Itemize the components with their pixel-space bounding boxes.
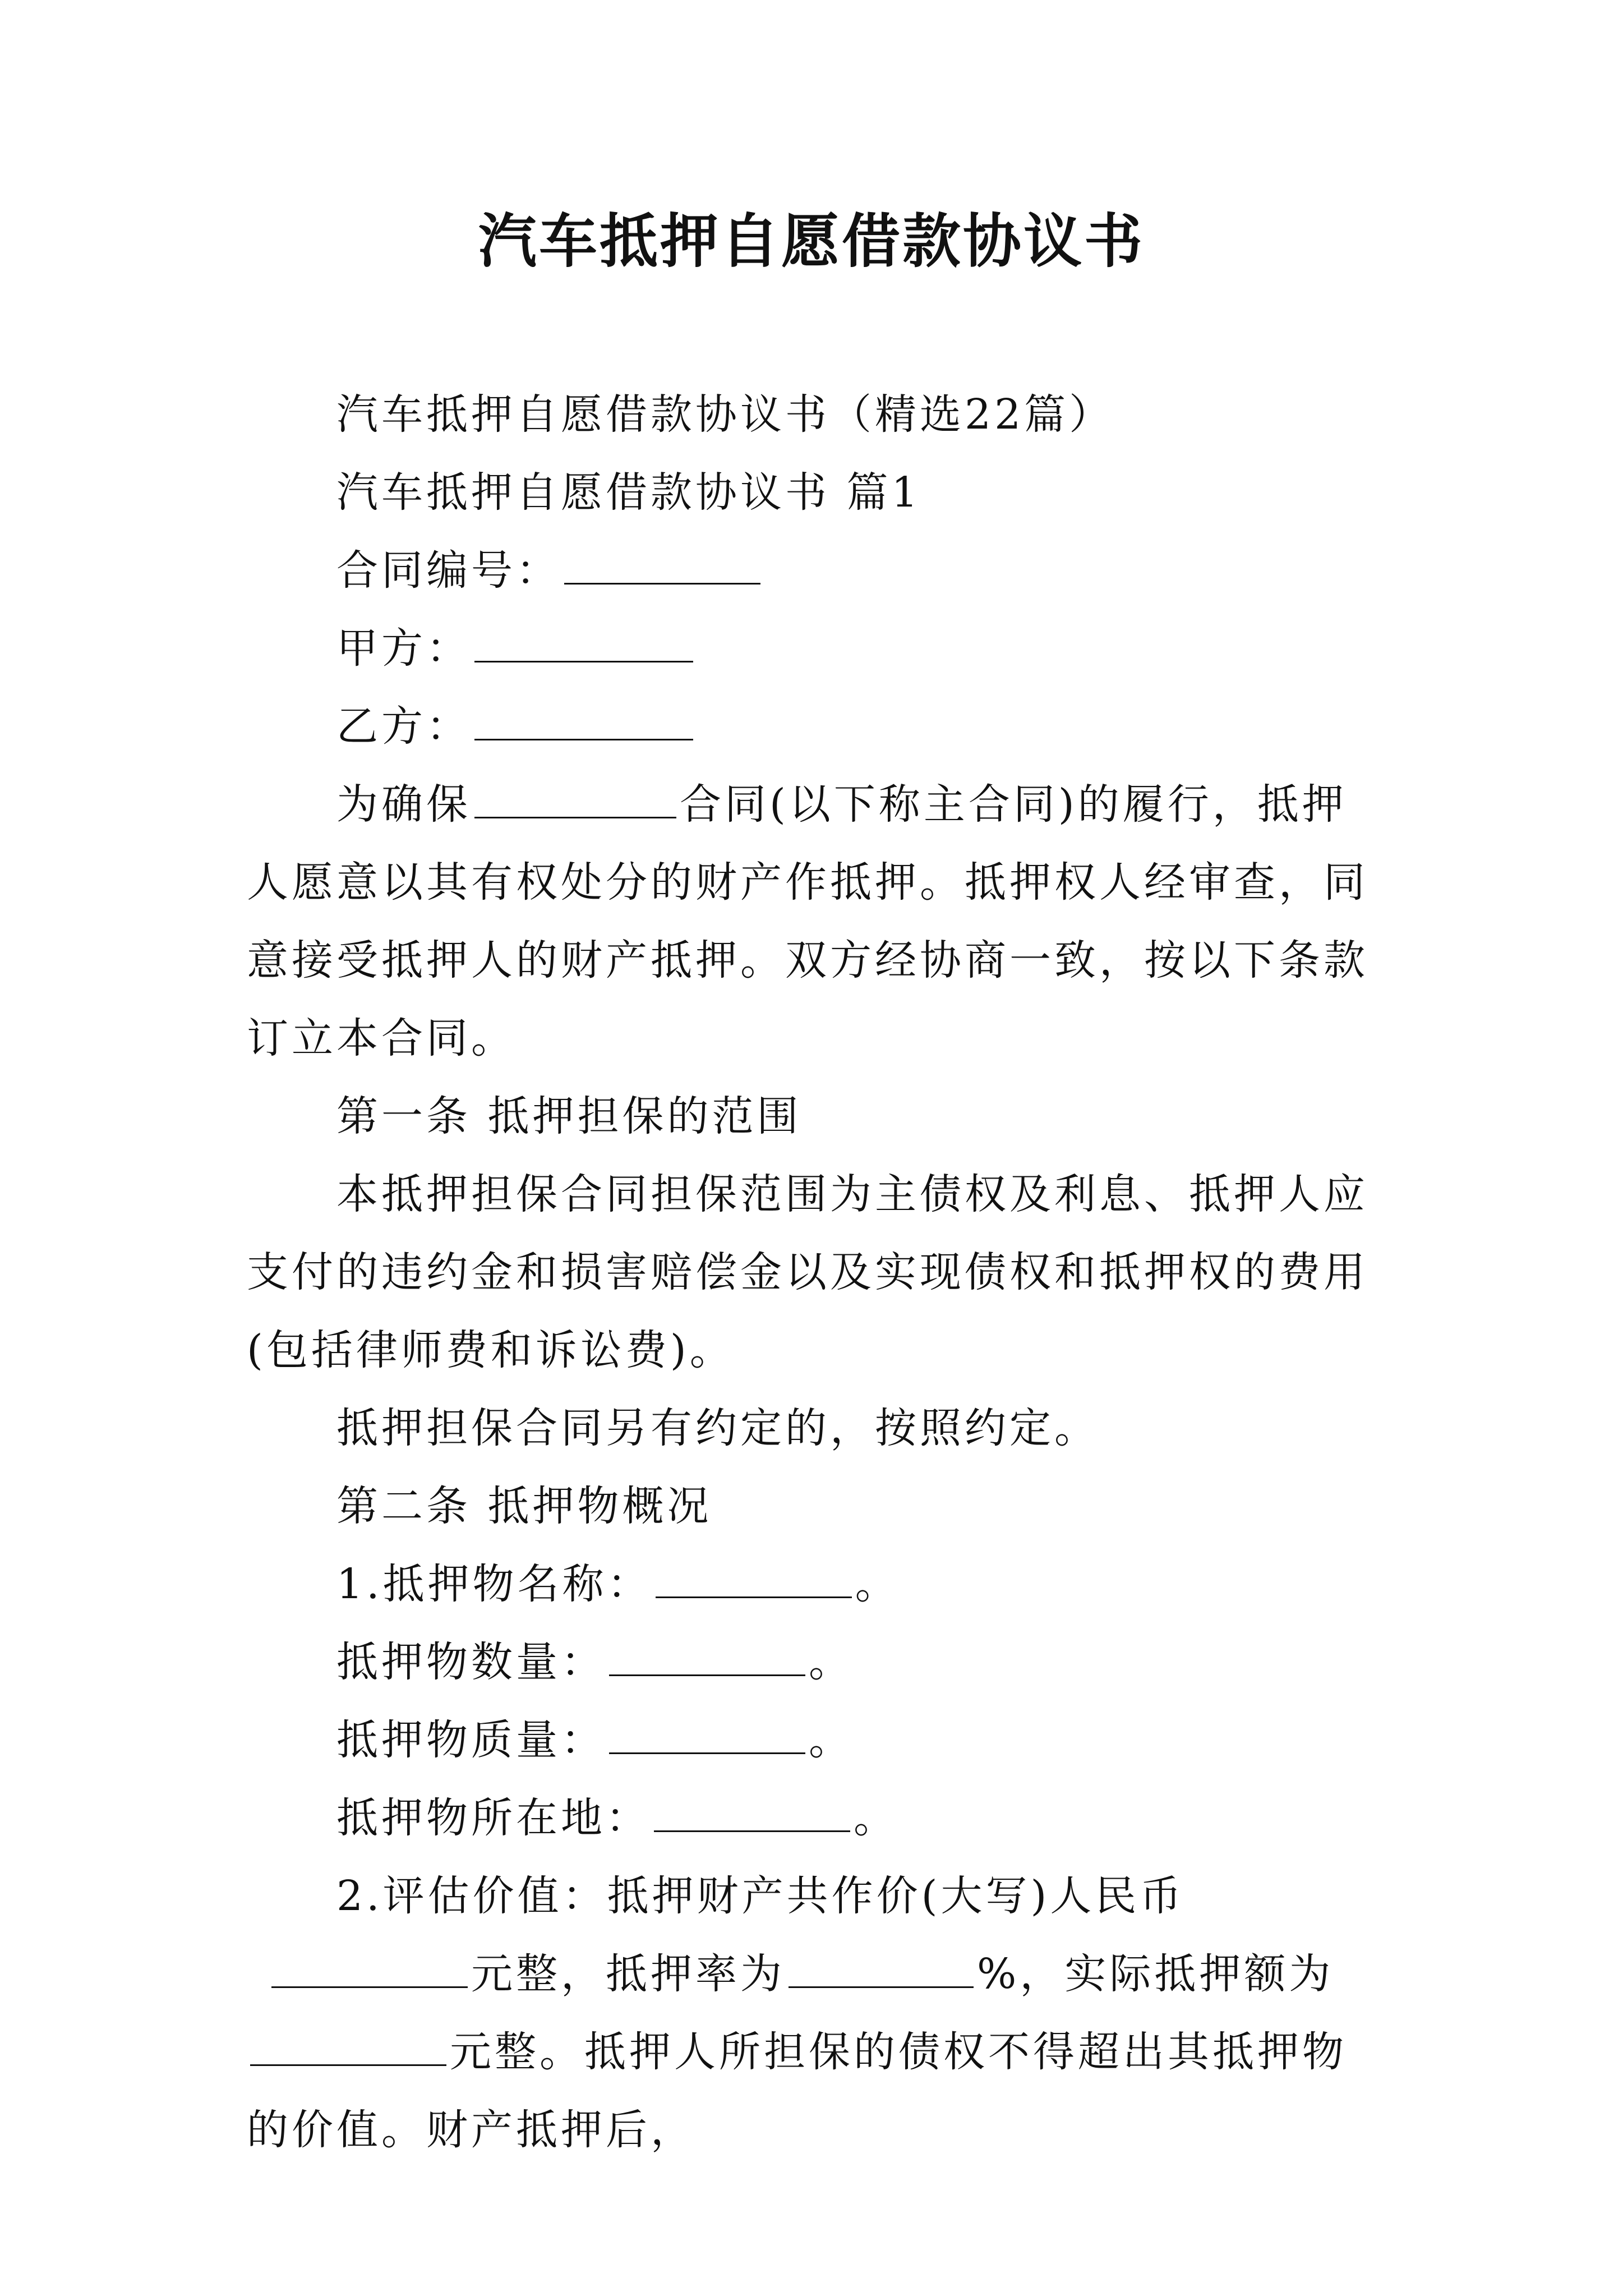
collateral-quantity-line — [247, 1623, 1391, 1701]
valuation-text-1: 2.评估价值：抵押财产共作价(大写)人民币 — [336, 1872, 1185, 1920]
valuation-paragraph — [247, 1857, 1391, 2169]
collateral-quality-label: 抵押物质量： — [336, 1716, 606, 1764]
valuation-text-2: 元整，抵押率为 — [471, 1950, 785, 1998]
subtitle: 汽车抵押自愿借款协议书（精选22篇） — [336, 390, 1114, 439]
period: 。 — [809, 1638, 854, 1686]
article1-paragraph2: 抵押担保合同另有约定的，按照约定。 — [336, 1404, 1099, 1452]
article1-paragraph1: 本抵押担保合同担保范围为主债权及利息、抵押人应支付的违约金和损害赔偿金以及实现债权和抵押权的费用(包括律师费和诉讼费)。 — [247, 1170, 1368, 1374]
document-title: 汽车抵押自愿借款协议书 — [478, 206, 1145, 275]
party-b-line — [247, 688, 1391, 766]
article2-heading: 第二条 抵押物概况 — [336, 1482, 712, 1530]
contract-number-blank — [564, 544, 760, 585]
period: 。 — [809, 1716, 854, 1764]
mortgage-rate-blank — [789, 1947, 974, 1988]
valuation-amount-blank — [271, 1947, 468, 1988]
collateral-quantity-blank — [609, 1635, 805, 1676]
section-heading: 汽车抵押自愿借款协议书 篇1 — [336, 468, 921, 517]
party-a-label: 甲方： — [336, 624, 471, 673]
party-a-blank — [474, 622, 693, 662]
party-b-blank — [474, 700, 693, 740]
period: 。 — [854, 1794, 898, 1842]
collateral-quantity-label: 抵押物数量： — [336, 1638, 606, 1686]
collateral-location-line — [247, 1779, 1391, 1857]
valuation-text-4: 元整。抵押人所担保的债权不得超出其抵押物的价值。财产抵押后， — [247, 2028, 1347, 2154]
contract-number-label: 合同编号： — [336, 546, 561, 595]
collateral-name-label: 1.抵押物名称： — [336, 1560, 652, 1608]
period: 。 — [855, 1560, 900, 1608]
valuation-text-3: %，实际抵押额为 — [977, 1950, 1334, 1998]
collateral-quality-line — [247, 1701, 1391, 1779]
article1-heading: 第一条 抵押担保的范围 — [336, 1092, 802, 1140]
intro-paragraph — [247, 766, 1391, 1078]
intro-text-2: 合同(以下称主合同)的履行，抵押人愿意以其有权处分的财产作抵押。抵押权人经审查，同意接受抵押人的财产抵押。双方经协商一致，按以下条款订立本合同。 — [247, 780, 1368, 1062]
collateral-location-blank — [654, 1791, 850, 1832]
contract-number-line — [247, 532, 1391, 610]
party-a-line — [247, 610, 1391, 688]
party-b-label: 乙方： — [336, 702, 471, 751]
actual-amount-blank — [250, 2025, 446, 2066]
collateral-location-label: 抵押物所在地： — [336, 1794, 651, 1842]
collateral-name-line — [247, 1545, 1391, 1623]
intro-text-1: 为确保 — [336, 780, 471, 829]
main-contract-blank — [474, 777, 676, 818]
collateral-quality-blank — [609, 1713, 805, 1754]
document-body — [247, 376, 1391, 2169]
collateral-name-blank — [656, 1557, 852, 1598]
